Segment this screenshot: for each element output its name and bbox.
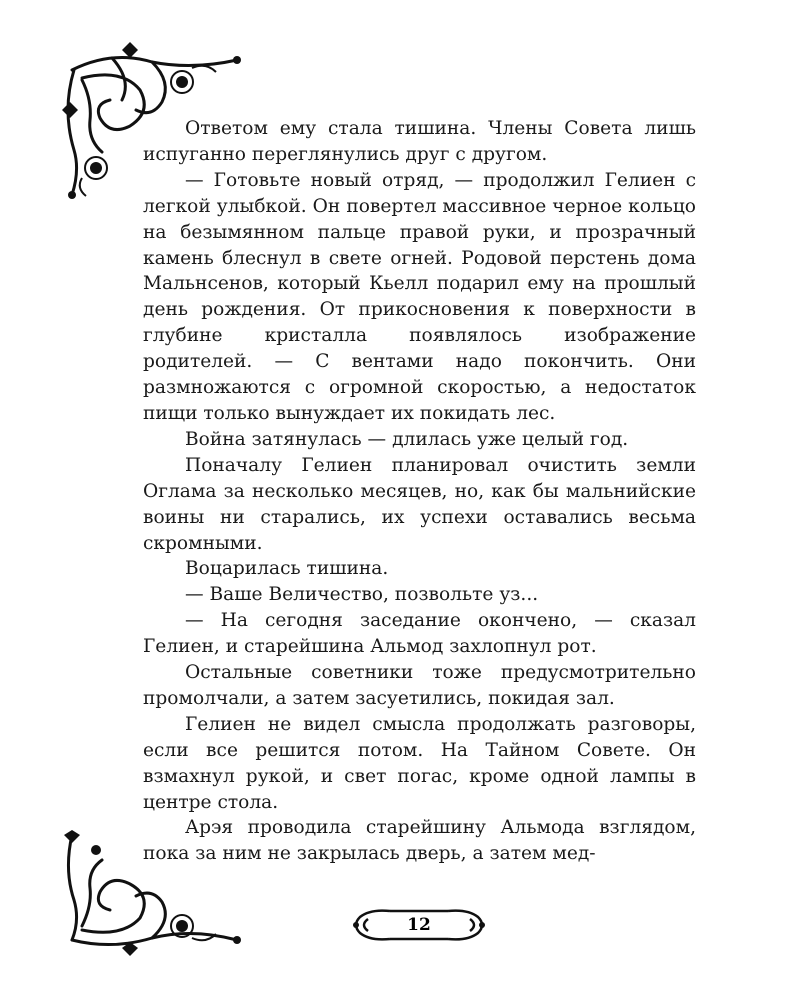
paragraph: Остальные советники тоже предусмотрительно промолчали, а затем засуетились, покидая зал.: [143, 662, 696, 709]
paragraph: — На сегодня заседание окончено, — сказал Гелиен, и старейшина Альмод захлопнул рот.: [143, 610, 696, 658]
page-number-frame: [350, 905, 488, 945]
paragraph: Гелиен не видел смысла продолжать разговоры, если все решится потом. На Тайном Совете. Он взмахнул рукой, и свет погас, кроме одной лампы в центре стола.: [143, 713, 696, 813]
body-text: [143, 116, 696, 867]
page-number: 12: [407, 915, 431, 935]
paragraph: — Готовьте новый отряд, — продолжил Гелиен с легкой улыбкой. Он повертел массивное черное кольцо на безымянном пальце правой руки, и прозрачный камень блеснул в свете огней. Родовой перстень дома Мальнсенов, который Кьелл подарил ему на прошлый день рождения. От прикосновения к поверхности в глубине кристалла появлялось изображение родителей. — С вентами надо покончить. Они размножаются с огромной скоростью, а недостаток пищи только вынуждает их покидать лес.: [143, 169, 696, 424]
paragraph: Поначалу Гелиен планировал очистить земли Оглама за несколько месяцев, но, как бы мальнийские воины ни старались, их успехи оставались весьма скромными.: [143, 454, 696, 554]
paragraph: Воцарилась тишина.: [185, 558, 389, 580]
paragraph: Ответом ему стала тишина. Члены Совета лишь испуганно переглянулись друг с другом.: [143, 118, 696, 165]
paragraph: — Ваше Величество, позвольте уз...: [185, 584, 539, 606]
paragraph: Арэя проводила старейшину Альмода взглядом, пока за ним не закрылась дверь, а затем мед-: [143, 817, 696, 865]
paragraph: Война затянулась — длилась уже целый год.: [185, 428, 629, 450]
